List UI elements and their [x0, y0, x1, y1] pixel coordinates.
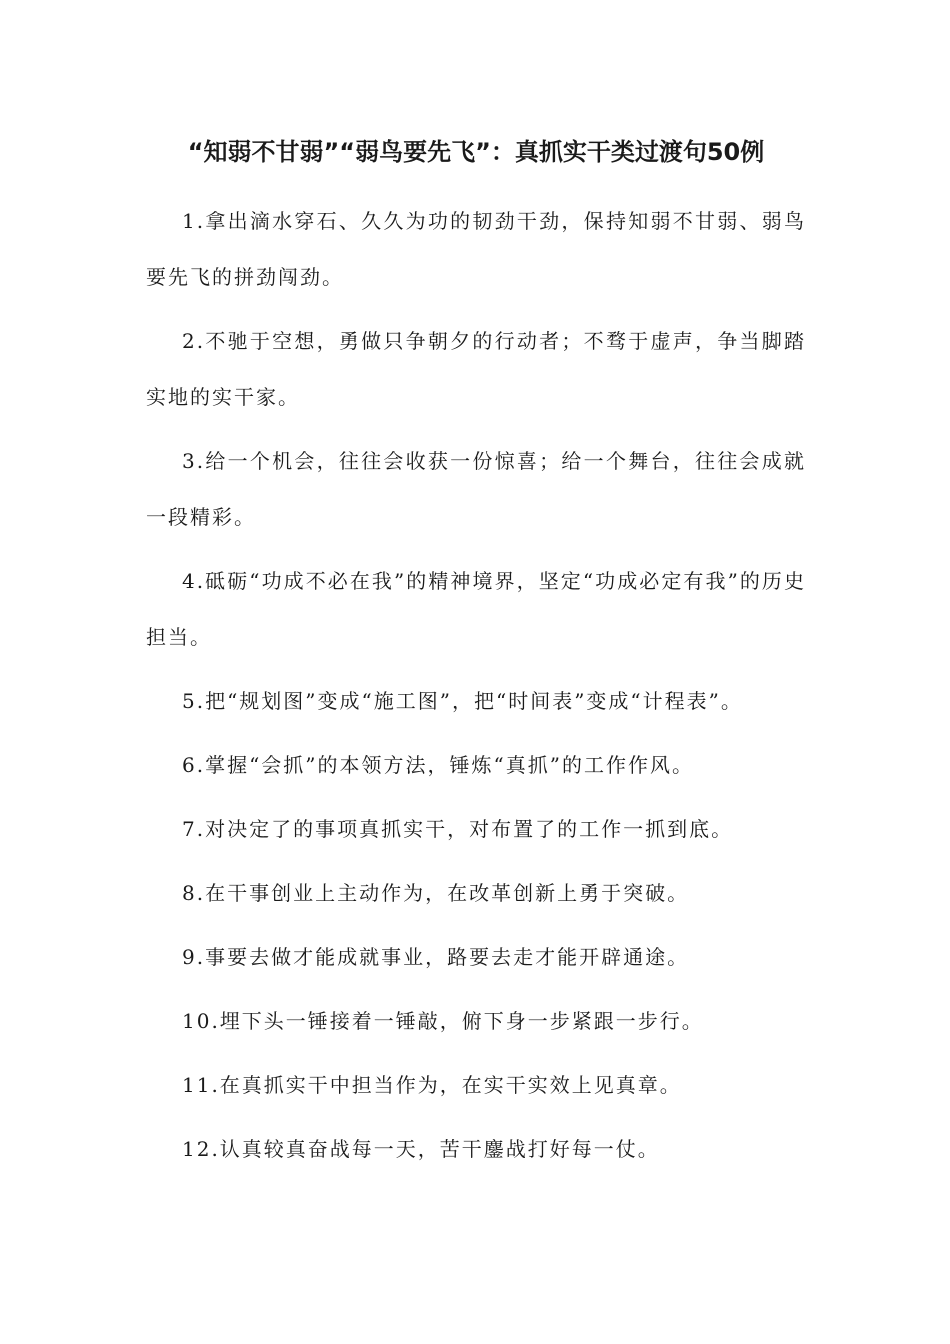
document-title: “知弱不甘弱”“弱鸟要先飞”：真抓实干类过渡句50例 [187, 138, 765, 166]
list-item: 3.给一个机会，往往会收获一份惊喜；给一个舞台，往往会成就一段精彩。 [146, 449, 806, 529]
list-item: 7.对决定了的事项真抓实干，对布置了的工作一抓到底。 [182, 817, 734, 841]
list-item: 5.把“规划图”变成“施工图”，把“时间表”变成“计程表”。 [182, 689, 743, 713]
list-item: 1.拿出滴水穿石、久久为功的韧劲干劲，保持知弱不甘弱、弱鸟要先飞的拼劲闯劲。 [146, 209, 806, 289]
list-item: 10.埋下头一锤接着一锤敲，俯下身一步紧跟一步行。 [182, 1009, 704, 1033]
list-item: 9.事要去做才能成就事业，路要去走才能开辟通途。 [182, 945, 690, 969]
list-item: 12.认真较真奋战每一天，苦干鏖战打好每一仗。 [182, 1137, 660, 1161]
list-item: 6.掌握“会抓”的本领方法，锤炼“真抓”的工作作风。 [182, 753, 694, 777]
list-item: 11.在真抓实干中担当作为，在实干实效上见真章。 [182, 1073, 682, 1097]
list-item: 8.在干事创业上主动作为，在改革创新上勇于突破。 [182, 881, 690, 905]
list-item: 2.不驰于空想，勇做只争朝夕的行动者；不骛于虚声，争当脚踏实地的实干家。 [146, 329, 806, 409]
sentence-list [146, 193, 806, 1185]
list-item: 4.砥砺“功成不必在我”的精神境界，坚定“功成必定有我”的历史担当。 [146, 569, 806, 649]
